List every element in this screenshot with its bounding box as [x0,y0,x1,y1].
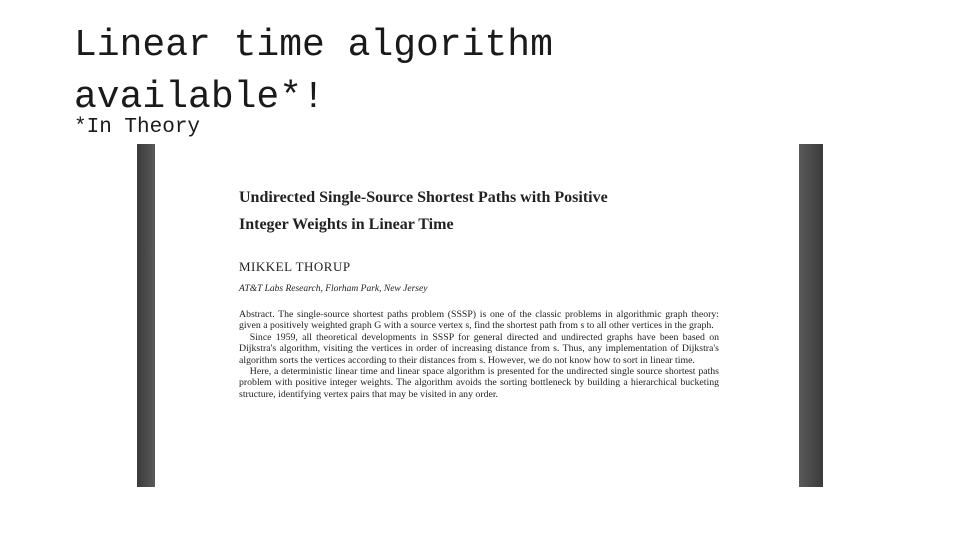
paper-screenshot [137,144,823,487]
abstract-paragraph: Since 1959, all theoretical developments in SSSP for general directed and undirected graphs have been based on Dijkstra's algorithm, visiting the vertices in order of increasing distance from s. Thus, any implementation of Dijkstra's algorithm sorts the vertices according to their distances from s. However, we do not know how to sort in linear time. [239,331,719,366]
slide-subtitle: *In Theory [74,116,201,139]
paper-title-line-1: Undirected Single-Source Shortest Paths with Positive [239,189,608,206]
frame-left-edge [137,144,155,487]
paper-title-line-2: Integer Weights in Linear Time [239,216,454,233]
slide-title-line-1: Linear time algorithm [74,24,553,67]
paper-author: MIKKEL THORUP [239,259,351,274]
paper-affiliation: AT&T Labs Research, Florham Park, New Jersey [239,284,428,294]
frame-right-edge [799,144,823,487]
paper-content [239,184,719,400]
abstract-paragraph: Here, a deterministic linear time and linear space algorithm is presented for the undirected single source shortest paths problem with positive integer weights. The algorithm avoids the sorting bottleneck by building a hierarchical bucketing structure, identifying vertex pairs that may be visited in any order. [239,366,719,400]
slide-title-line-2: available*! [74,76,325,119]
paper-abstract [239,309,719,400]
slide-title [74,20,774,124]
paper-title [239,184,719,238]
abstract-paragraph: Abstract. The single-source shortest paths problem (SSSP) is one of the classic problems in algorithmic graph theory: given a positively weighted graph G with a source vertex s, find the shortest path from s to all other vertices in the graph. [239,309,719,332]
paper-page [155,144,799,487]
